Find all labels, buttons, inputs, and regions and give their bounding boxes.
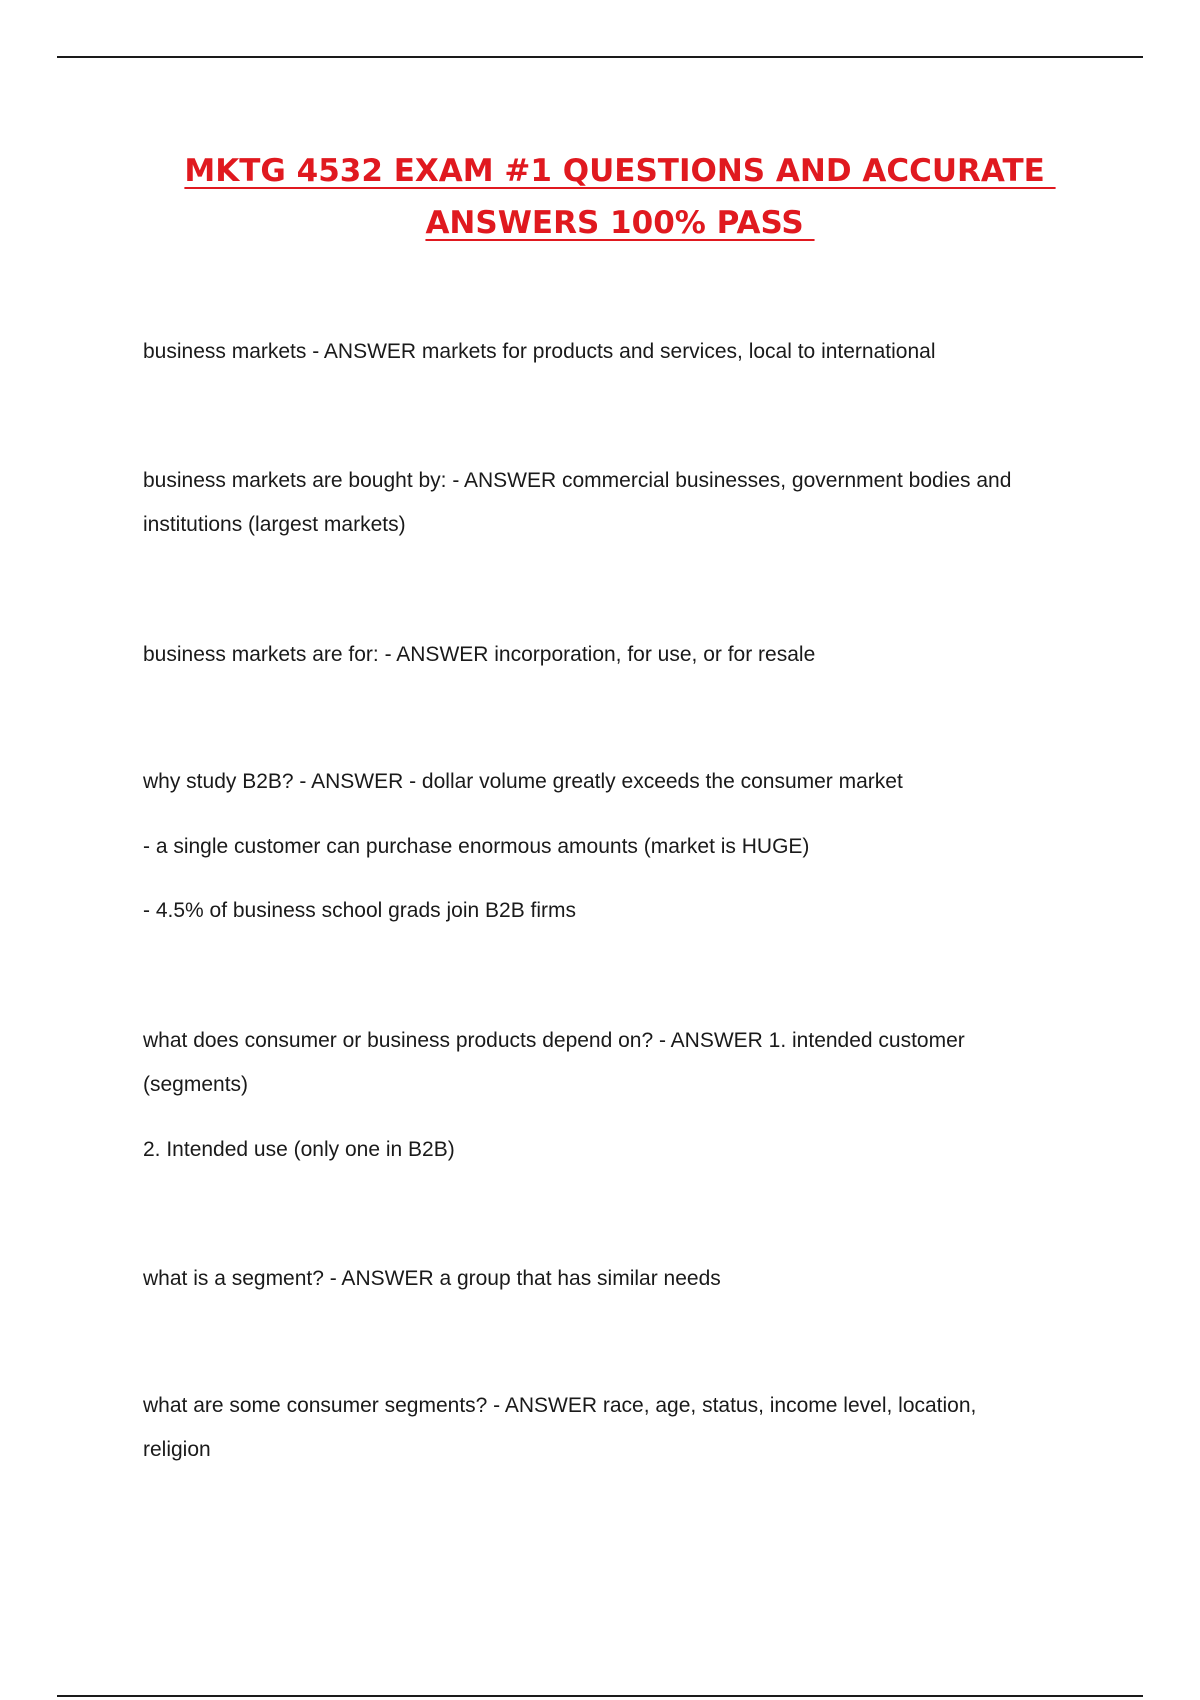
document-title: [60, 145, 1180, 249]
title-line-1: MKTG 4532 EXAM #1 QUESTIONS AND ACCURATE: [184, 153, 1056, 189]
header-rule: [57, 56, 1143, 58]
qa-7-line-2: religion: [143, 1438, 211, 1461]
title-line-2: ANSWERS 100% PASS: [425, 205, 815, 241]
qa-4-line-1: why study B2B? - ANSWER - dollar volume greatly exceeds the consumer market: [143, 770, 903, 793]
qa-3-line-1: business markets are for: - ANSWER incorporation, for use, or for resale: [143, 643, 816, 666]
qa-5-line-1: what does consumer or business products depend on? - ANSWER 1. intended customer: [143, 1029, 965, 1052]
qa-6-line-1: what is a segment? - ANSWER a group that has similar needs: [143, 1267, 721, 1290]
footer-rule: [57, 1695, 1143, 1697]
qa-2-line-2: institutions (largest markets): [143, 513, 406, 536]
qa-4-line-3: - 4.5% of business school grads join B2B firms: [143, 899, 577, 922]
qa-4-line-2: - a single customer can purchase enormous amounts (market is HUGE): [143, 835, 810, 858]
qa-1-line-1: business markets - ANSWER markets for products and services, local to international: [143, 340, 936, 363]
qa-5-line-2: (segments): [143, 1073, 249, 1096]
qa-2-line-1: business markets are bought by: - ANSWER commercial businesses, government bodies and: [143, 469, 1012, 492]
qa-5-line-3: 2. Intended use (only one in B2B): [143, 1138, 455, 1161]
qa-7-line-1: what are some consumer segments? - ANSWER race, age, status, income level, location,: [143, 1394, 977, 1417]
